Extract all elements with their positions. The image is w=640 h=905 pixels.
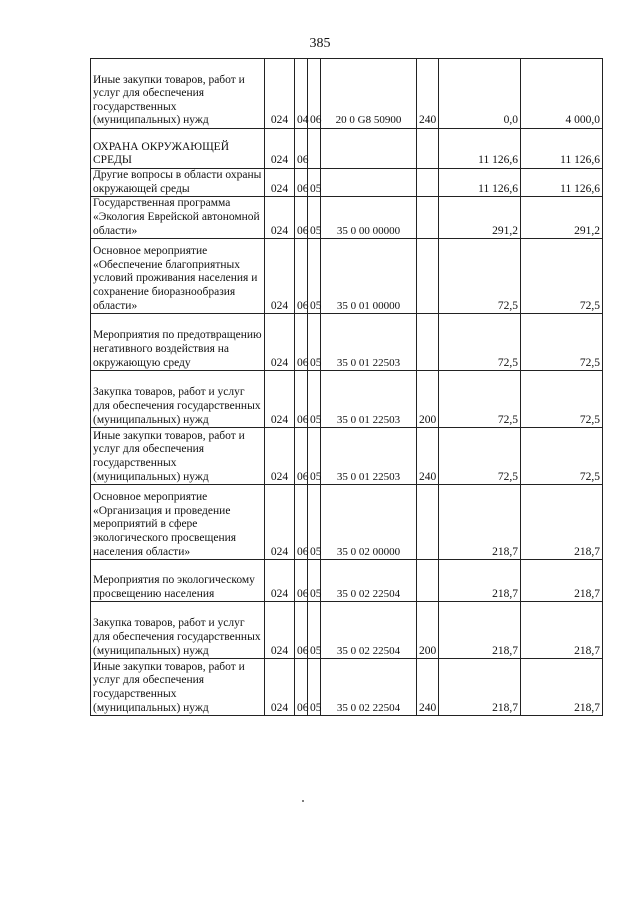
section-code: 06: [295, 602, 308, 659]
expense-type-code: [417, 129, 439, 169]
amount-year-2: 4 000,0: [521, 59, 603, 129]
subsection-code: 05: [308, 371, 321, 428]
section-code: 06: [295, 560, 308, 602]
section-code: 06: [295, 485, 308, 560]
target-code: 35 0 02 22504: [321, 659, 417, 716]
row-name: Государственная программа «Экология Еврейской автономной области»: [91, 197, 265, 239]
grbs-code: 024: [265, 169, 295, 197]
amount-year-2: 218,7: [521, 485, 603, 560]
subsection-code: 05: [308, 560, 321, 602]
amount-year-1: 0,0: [439, 59, 521, 129]
scan-speck: [302, 800, 304, 802]
expense-type-code: [417, 169, 439, 197]
target-code: 35 0 00 00000: [321, 197, 417, 239]
table-row: [91, 428, 603, 485]
grbs-code: 024: [265, 659, 295, 716]
grbs-code: 024: [265, 59, 295, 129]
row-name: Иные закупки товаров, работ и услуг для обеспечения государственных (муниципальных) нужд: [91, 659, 265, 716]
target-code: 35 0 02 00000: [321, 485, 417, 560]
section-code: 06: [295, 129, 308, 169]
table-row: [91, 129, 603, 169]
row-name: Закупка товаров, работ и услуг для обеспечения государственных (муниципальных) нужд: [91, 602, 265, 659]
amount-year-2: 291,2: [521, 197, 603, 239]
table-row: [91, 485, 603, 560]
subsection-code: 05: [308, 602, 321, 659]
row-name: Основное мероприятие «Организация и проведение мероприятий в сфере экологического просвещения населения области»: [91, 485, 265, 560]
expense-type-code: 240: [417, 428, 439, 485]
grbs-code: 024: [265, 197, 295, 239]
amount-year-1: 72,5: [439, 239, 521, 314]
amount-year-2: 11 126,6: [521, 169, 603, 197]
subsection-code: 05: [308, 428, 321, 485]
subsection-code: 05: [308, 197, 321, 239]
target-code: 35 0 01 22503: [321, 428, 417, 485]
section-code: 06: [295, 428, 308, 485]
section-code: 06: [295, 169, 308, 197]
grbs-code: 024: [265, 602, 295, 659]
target-code: [321, 169, 417, 197]
target-code: 35 0 02 22504: [321, 602, 417, 659]
target-code: 35 0 01 00000: [321, 239, 417, 314]
subsection-code: [308, 129, 321, 169]
table-row: [91, 239, 603, 314]
grbs-code: 024: [265, 239, 295, 314]
expense-type-code: 240: [417, 659, 439, 716]
row-name: Иные закупки товаров, работ и услуг для обеспечения государственных (муниципальных) нужд: [91, 59, 265, 129]
target-code: 20 0 G8 50900: [321, 59, 417, 129]
amount-year-2: 218,7: [521, 602, 603, 659]
row-name: Мероприятия по экологическому просвещению населения: [91, 560, 265, 602]
section-code: 06: [295, 197, 308, 239]
amount-year-2: 72,5: [521, 314, 603, 371]
target-code: 35 0 01 22503: [321, 314, 417, 371]
amount-year-1: 291,2: [439, 197, 521, 239]
expense-type-code: 200: [417, 602, 439, 659]
table-row: [91, 602, 603, 659]
subsection-code: 05: [308, 485, 321, 560]
target-code: [321, 129, 417, 169]
amount-year-1: 11 126,6: [439, 169, 521, 197]
amount-year-2: 11 126,6: [521, 129, 603, 169]
amount-year-1: 218,7: [439, 485, 521, 560]
expense-type-code: [417, 239, 439, 314]
row-name: Основное мероприятие «Обеспечение благоприятных условий проживания населения и сохранение биоразнообразия области»: [91, 239, 265, 314]
amount-year-2: 218,7: [521, 659, 603, 716]
table-row: [91, 169, 603, 197]
subsection-code: 05: [308, 314, 321, 371]
subsection-code: 05: [308, 169, 321, 197]
table-row: [91, 59, 603, 129]
section-code: 06: [295, 239, 308, 314]
expense-type-code: [417, 197, 439, 239]
section-code: 04: [295, 59, 308, 129]
expense-type-code: [417, 314, 439, 371]
amount-year-2: 72,5: [521, 371, 603, 428]
amount-year-1: 72,5: [439, 371, 521, 428]
grbs-code: 024: [265, 428, 295, 485]
table-row: [91, 659, 603, 716]
amount-year-2: 218,7: [521, 560, 603, 602]
target-code: 35 0 02 22504: [321, 560, 417, 602]
page-number: 385: [309, 36, 331, 51]
expense-type-code: [417, 485, 439, 560]
amount-year-2: 72,5: [521, 428, 603, 485]
amount-year-1: 11 126,6: [439, 129, 521, 169]
amount-year-1: 218,7: [439, 659, 521, 716]
table-row: [91, 197, 603, 239]
subsection-code: 06: [308, 59, 321, 129]
row-name: Мероприятия по предотвращению негативного воздействия на окружающую среду: [91, 314, 265, 371]
subsection-code: 05: [308, 659, 321, 716]
row-name: Иные закупки товаров, работ и услуг для обеспечения государственных (муниципальных) нужд: [91, 428, 265, 485]
grbs-code: 024: [265, 129, 295, 169]
amount-year-1: 72,5: [439, 428, 521, 485]
grbs-code: 024: [265, 371, 295, 428]
section-code: 06: [295, 659, 308, 716]
expense-type-code: 200: [417, 371, 439, 428]
grbs-code: 024: [265, 314, 295, 371]
table-row: [91, 314, 603, 371]
expense-type-code: [417, 560, 439, 602]
row-name: Закупка товаров, работ и услуг для обеспечения государственных (муниципальных) нужд: [91, 371, 265, 428]
subsection-code: 05: [308, 239, 321, 314]
amount-year-1: 72,5: [439, 314, 521, 371]
row-name: ОХРАНА ОКРУЖАЮЩЕЙ СРЕДЫ: [91, 129, 265, 169]
row-name: Другие вопросы в области охраны окружающей среды: [91, 169, 265, 197]
budget-table: [90, 58, 603, 716]
table-row: [91, 371, 603, 428]
expense-type-code: 240: [417, 59, 439, 129]
target-code: 35 0 01 22503: [321, 371, 417, 428]
grbs-code: 024: [265, 485, 295, 560]
grbs-code: 024: [265, 560, 295, 602]
amount-year-1: 218,7: [439, 602, 521, 659]
table-row: [91, 560, 603, 602]
amount-year-2: 72,5: [521, 239, 603, 314]
amount-year-1: 218,7: [439, 560, 521, 602]
section-code: 06: [295, 371, 308, 428]
section-code: 06: [295, 314, 308, 371]
